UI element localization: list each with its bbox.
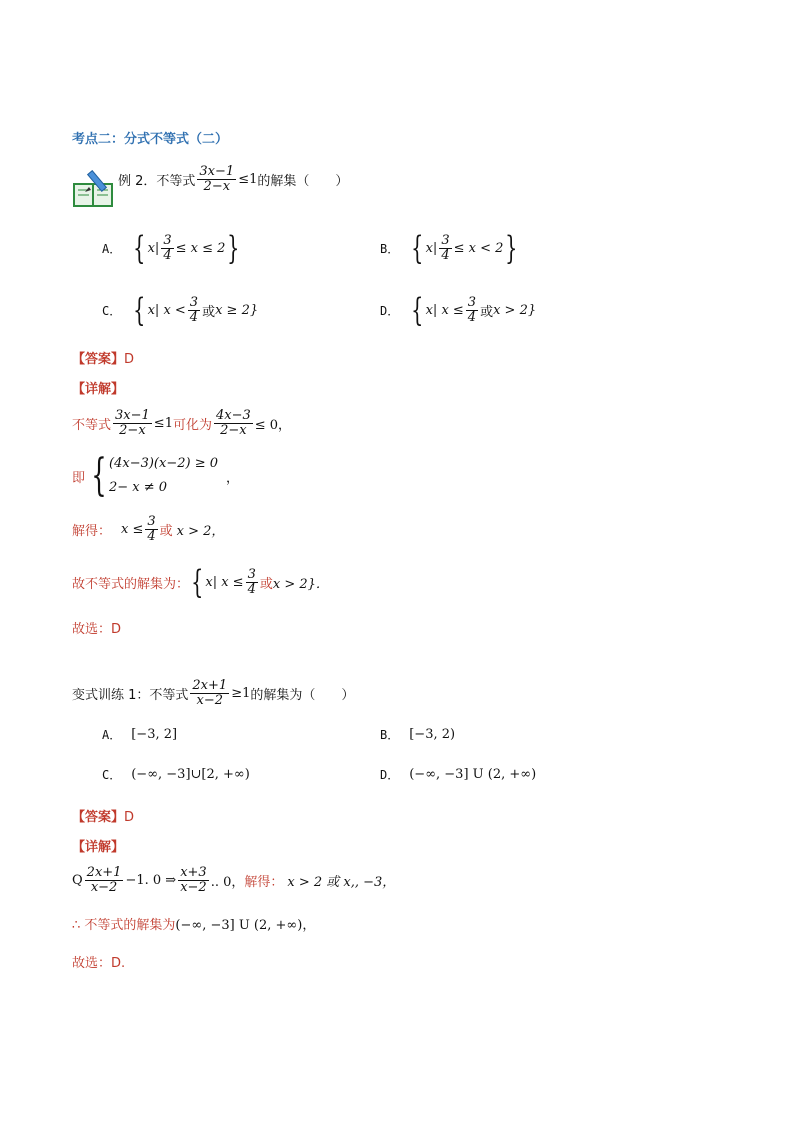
detail-2-line-3: 故选：D. [72,956,126,971]
detail-1-line-1: 不等式 $\frac{3x-1}{2-x}$ ≤1 可化为 $\frac{4x-3}{2-x}$ ≤ 0， [72,407,292,438]
option-c: C． { x| x < $\frac{3}{4}$ 或 x ≥ 2} [102,291,259,329]
variant-question: 变式训练 1：不等式 $\frac{2x+1}{x-2}$ ≥1 的解集为（ ） [72,677,355,708]
variant-option-d: D． (−∞, −3] U (2, +∞) [380,767,537,782]
example-question: 例 2．不等式 $\frac{3x-1}{2-x}$ ≤1 的解集（ ） [118,163,349,194]
detail-2-line-1: Q $\frac{2x+1}{x-2}$ −1. 0 ⇒ $\frac{x+3}{x-2}$ .. 0， 解得： x > 2 或 x,, −3， [72,864,396,895]
detail-1-line-4: 故不等式的解集为： { x| x ≤ $\frac{3}{4}$ 或 x > 2}． [72,563,329,601]
detail-1-line-2: 即 { (4x−3)(x−2) ≥ 0 2− x ≠ 0 ， [72,450,240,501]
detail-1-line-3: 解得： x ≤ $\frac{3}{4}$ 或 x > 2， [72,513,225,544]
example-fraction: $\frac{3x-1}{2-x}$ [199,163,235,194]
variant-option-c: C． (−∞, −3]∪[2, +∞) [102,767,250,782]
answer-1: 【答案】D [72,352,135,367]
book-pencil-icon [72,170,116,210]
detail-2-label: 【详解】 [72,840,125,855]
variant-option-b: B． [−3, 2) [380,727,456,742]
example-prefix: 例 2．不等式 [118,173,196,189]
section-title: 考点二：分式不等式（二） [72,132,229,147]
detail-1-label: 【详解】 [72,382,125,397]
option-d: D． { x| x ≤ $\frac{3}{4}$ 或 x > 2} [380,291,537,329]
option-a: A． { x| $\frac{3}{4}$ ≤ x ≤ 2 } [102,229,240,267]
answer-2: 【答案】D [72,810,135,825]
detail-1-line-5: 故选：D [72,622,122,637]
variant-option-a: A． [−3, 2] [102,727,178,742]
detail-2-line-2: ∴ 不等式的解集为 (−∞, −3] U (2, +∞)， [72,918,316,933]
option-b: B． { x| $\frac{3}{4}$ ≤ x < 2 } [380,229,518,267]
